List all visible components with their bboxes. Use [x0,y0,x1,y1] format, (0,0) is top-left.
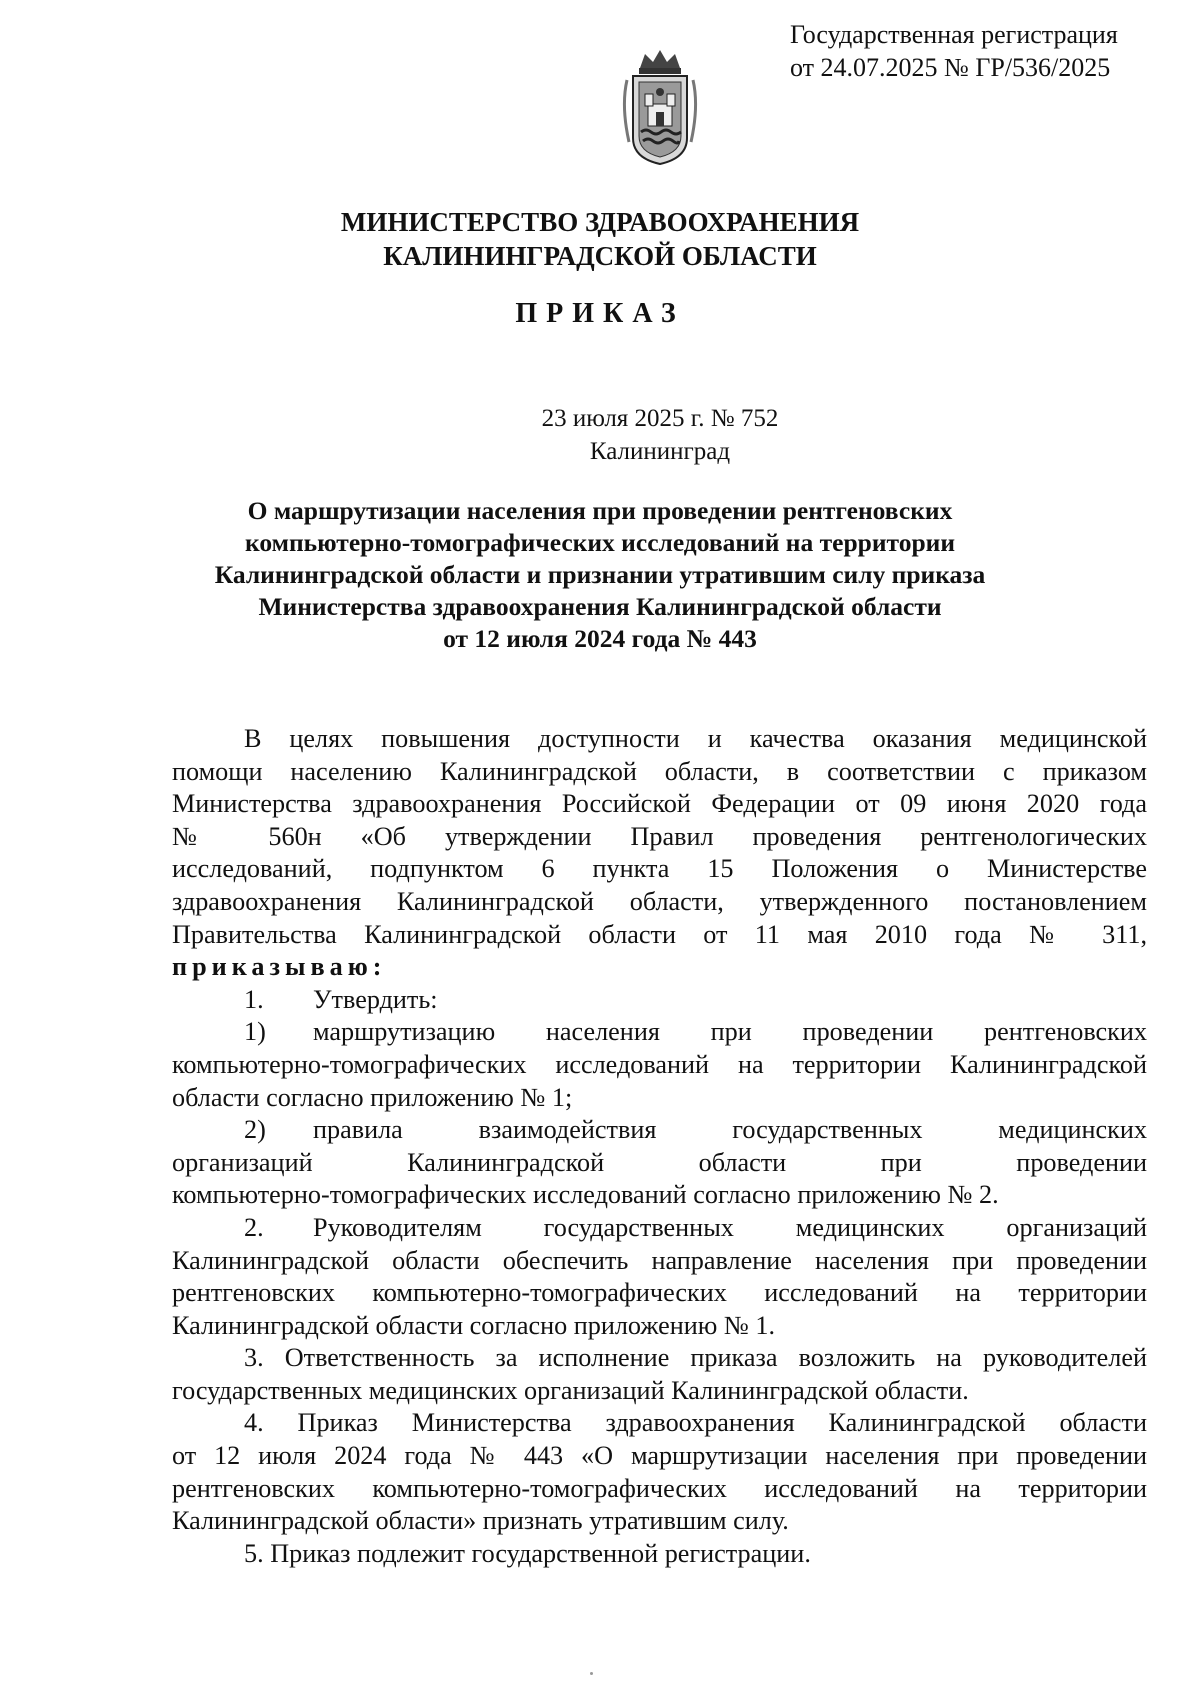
order-title [150,495,1050,655]
sub-item-1 [172,1016,1147,1049]
item-4: 4. Приказ Министерства здравоохранения Калининградской области [244,1408,1147,1438]
order-body [172,723,1147,1570]
sub-item-1-number: 1) [244,1017,266,1047]
body-line: от 12 июля 2024 года № 443 «О маршрутизации населения при проведении [172,1441,1147,1471]
body-line: № 560н «Об утверждении Правил проведения рентгенологических [172,821,1147,851]
body-line: государственных медицинских организаций Калининградской области. [172,1375,969,1405]
ministry-header [0,205,1200,273]
item-5: 5. Приказ подлежит государственной регистрации. [244,1538,811,1568]
title-line: О маршрутизации населения при проведении рентгеновских [247,496,953,525]
item-3: 3. Ответственность за исполнение приказа возложить на руководителей [244,1343,1147,1373]
registration-line-1: Государственная регистрация [790,20,1118,49]
body-line: организаций Калининградской области при проведении [172,1147,1147,1177]
body-line: рентгеновских компьютерно-томографических исследований на территории [172,1473,1147,1503]
body-line: Министерства здравоохранения Российской Федерации от 09 июня 2020 года [172,789,1147,819]
title-line: компьютерно-томографических исследований на территории [244,528,956,557]
registration-stamp [790,18,1118,84]
body-line: Калининградской области согласно приложению № 1. [172,1310,776,1340]
item-2-text: Руководителям государственных медицинских организаций [313,1212,1147,1242]
ministry-line-1: МИНИСТЕРСТВО ЗДРАВООХРАНЕНИЯ [340,207,860,237]
item-1 [172,984,1147,1017]
sub-item-2 [172,1114,1147,1147]
order-word: приказываю: [172,952,387,982]
order-city: Калининград [589,438,731,465]
date-block [0,402,1200,468]
title-line: от 12 июля 2024 года № 443 [443,624,757,653]
body-line: компьютерно-томографических исследований согласно приложению № 2. [172,1180,999,1210]
body-line: Правительства Калининградской области от 11 мая 2010 года № 311, [172,919,1147,949]
body-line: компьютерно-томографических исследований на территории Калининградской [172,1049,1147,1079]
registration-line-2: от 24.07.2025 № ГР/536/2025 [790,53,1111,82]
body-line: Калининградской области» признать утратившим силу. [172,1506,789,1536]
item-2 [172,1212,1147,1245]
body-line: В целях повышения доступности и качества оказания медицинской [244,724,1147,753]
title-line: Министерства здравоохранения Калининградской области [258,592,942,621]
body-line: помощи населению Калининградской области, в соответствии с приказом [172,756,1147,786]
item-1-text: Утвердить: [313,984,438,1014]
body-line: области согласно приложению № 1; [172,1082,573,1112]
body-line: здравоохранения Калининградской области, утвержденного постановлением [172,886,1147,916]
item-2-number: 2. [244,1212,264,1242]
sub-item-2-text: правила взаимодействия государственных медицинских [313,1115,1147,1145]
sub-item-2-number: 2) [244,1115,266,1145]
body-line: рентгеновских компьютерно-томографических исследований на территории [172,1278,1147,1308]
document-type: ПРИКАЗ [515,298,685,329]
body-line: исследований, подпунктом 6 пункта 15 Положения о Министерстве [172,854,1147,884]
sub-item-1-text: маршрутизацию населения при проведении рентгеновских [313,1017,1147,1047]
title-line: Калининградской области и признании утратившим силу приказа [214,560,986,589]
order-date-number: 23 июля 2025 г. № 752 [541,405,779,432]
body-line: Калининградской области обеспечить направление населения при проведении [172,1245,1147,1275]
scan-mark [590,1672,593,1675]
ministry-line-2: КАЛИНИНГРАДСКОЙ ОБЛАСТИ [383,241,817,271]
coat-of-arms-icon [615,46,705,168]
item-1-number: 1. [244,984,264,1014]
